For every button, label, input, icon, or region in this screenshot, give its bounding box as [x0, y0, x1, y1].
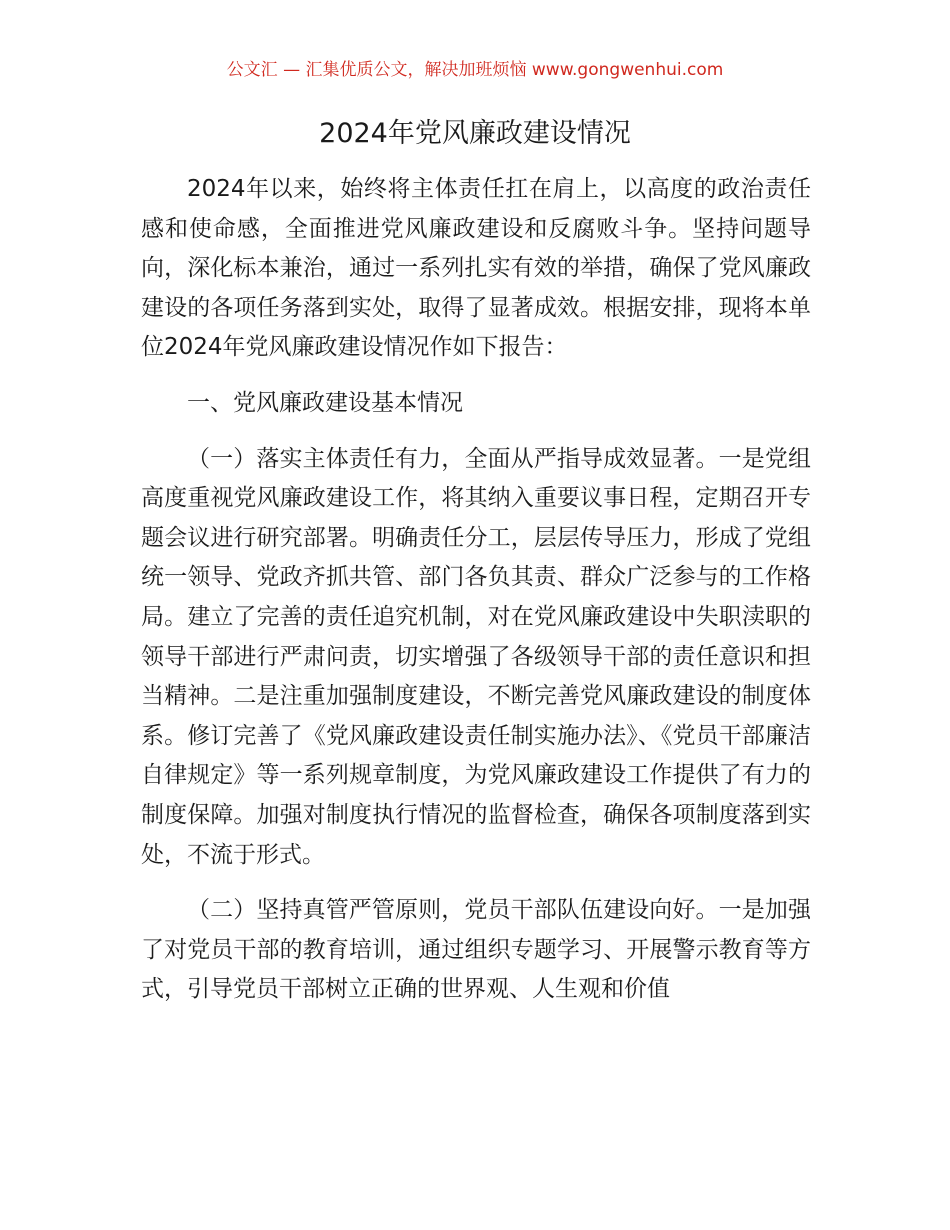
- subsection-paragraph-2: （二）坚持真管严管原则，党员干部队伍建设向好。一是加强了对党员干部的教育培训，通过组织专题学习、开展警示教育等方式，引导党员干部树立正确的世界观、人生观和价值: [141, 897, 811, 1003]
- intro-paragraph: 2024年以来，始终将主体责任扛在肩上，以高度的政治责任感和使命感，全面推进党风廉政建设和反腐败斗争。坚持问题导向，深化标本兼治，通过一系列扎实有效的举措，确保了党风廉政建设的各项任务落到实处，取得了显著成效。根据安排，现将本单位2024年党风廉政建设情况作如下报告：: [141, 176, 811, 361]
- site-banner: 公文汇 — 汇集优质公文，解决加班烦恼 www.gongwenhui.com: [226, 60, 724, 80]
- document-body: [141, 170, 811, 1010]
- subsection-paragraph-1: （一）落实主体责任有力，全面从严指导成效显著。一是党组高度重视党风廉政建设工作，将其纳入重要议事日程，定期召开专题会议进行研究部署。明确责任分工，层层传导压力，形成了党组统一领导、党政齐抓共管、部门各负其责、群众广泛参与的工作格局。建立了完善的责任追究机制，对在党风廉政建设中失职渎职的领导干部进行严肃问责，切实增强了各级领导干部的责任意识和担当精神。二是注重加强制度建设，不断完善党风廉政建设的制度体系。修订完善了《党风廉政建设责任制实施办法》、《党员干部廉洁自律规定》等一系列规章制度，为党风廉政建设工作提供了有力的制度保障。加强对制度执行情况的监督检查，确保各项制度落到实处，不流于形式。: [141, 445, 811, 868]
- section-heading-1: 一、党风廉政建设基本情况: [187, 389, 463, 416]
- document-title: 2024年党风廉政建设情况: [319, 118, 631, 149]
